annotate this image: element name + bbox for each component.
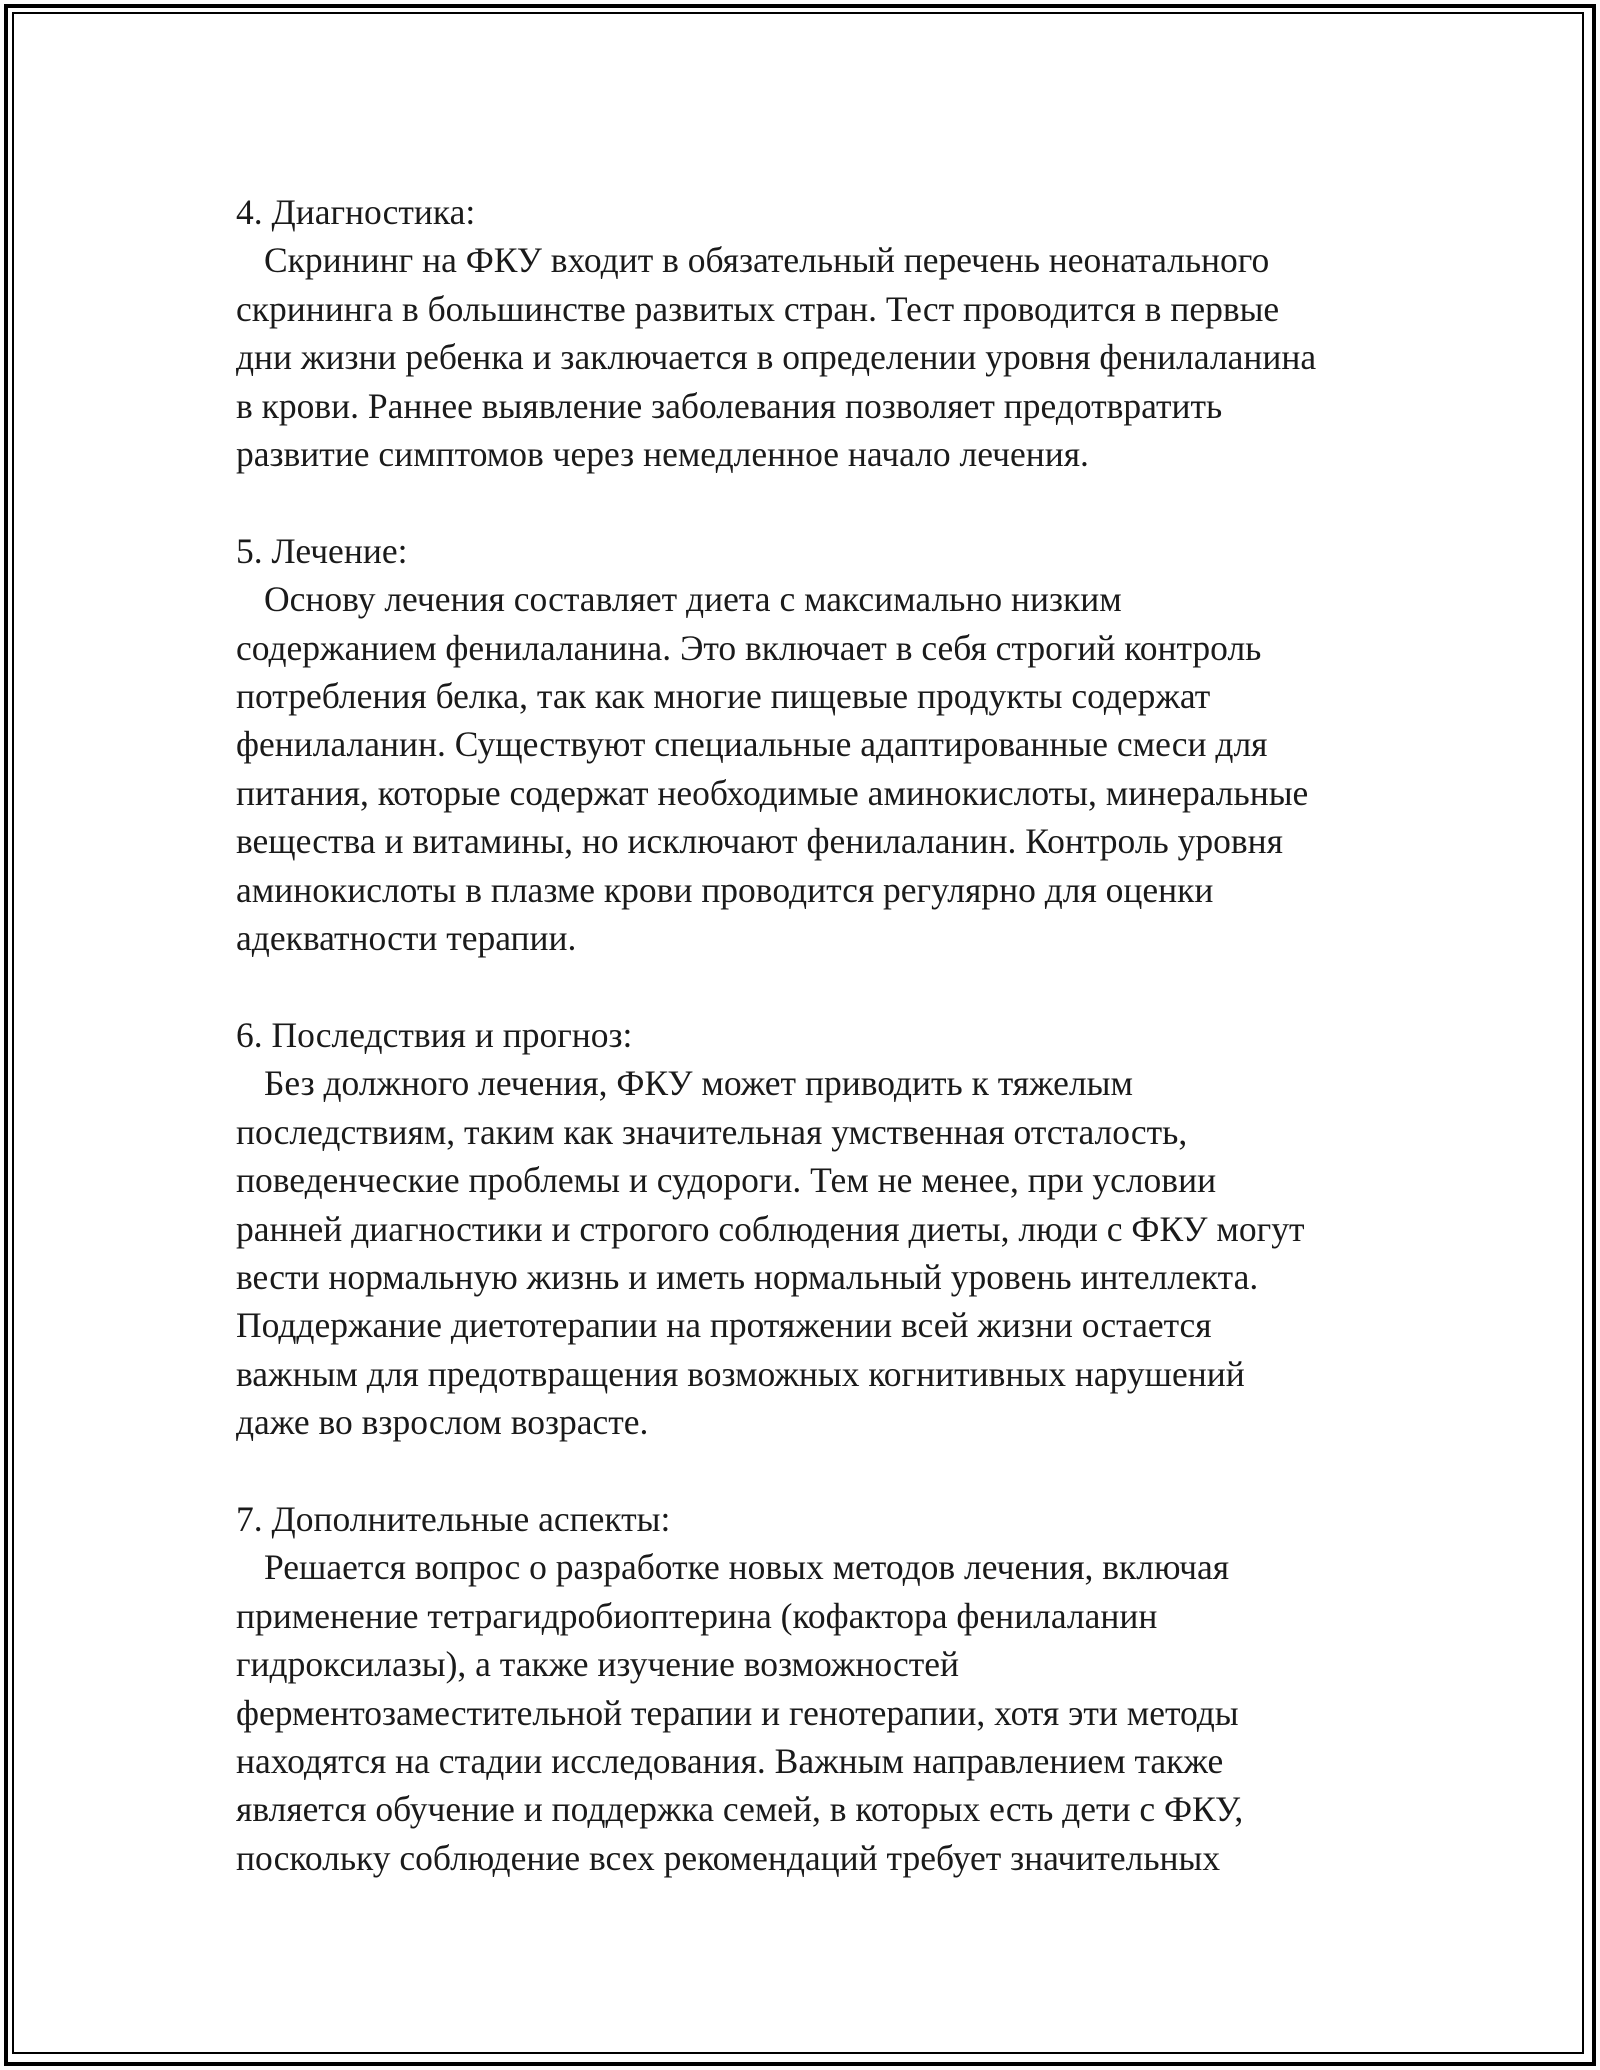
- paragraph-line: ранней диагностики и строгого соблюдения диеты, люди с ФКУ могут: [236, 1208, 1305, 1249]
- paragraph-line: Основу лечения составляет диета с максимально низким: [264, 579, 1122, 620]
- section-treatment: [236, 527, 1386, 963]
- section-title: 5. Лечение:: [236, 530, 408, 571]
- paragraph-line: Поддержание диетотерапии на протяжении всей жизни остается: [236, 1305, 1212, 1346]
- document-body: [236, 188, 1386, 1931]
- paragraph-line: аминокислоты в плазме крови проводится регулярно для оценки: [236, 869, 1214, 910]
- paragraph-line: вещества и витамины, но исключают фенилаланин. Контроль уровня: [236, 821, 1283, 862]
- paragraph-line: питания, которые содержат необходимые аминокислоты, минеральные: [236, 772, 1309, 813]
- paragraph-line: Без должного лечения, ФКУ может приводить к тяжелым: [264, 1063, 1133, 1104]
- paragraph-line: последствиям, таким как значительная умственная отсталость,: [236, 1111, 1188, 1152]
- paragraph-line: вести нормальную жизнь и иметь нормальный уровень интеллекта.: [236, 1256, 1259, 1297]
- paragraph-line: находятся на стадии исследования. Важным направлением также: [236, 1740, 1224, 1781]
- paragraph-line: скрининга в большинстве развитых стран. Тест проводится в первые: [236, 288, 1280, 329]
- section-diagnostics: [236, 188, 1386, 478]
- section-title: 6. Последствия и прогноз:: [236, 1014, 633, 1055]
- paragraph-line: адекватности терапии.: [236, 918, 577, 959]
- section-paragraph: [236, 1543, 1386, 1882]
- paragraph-line: в крови. Раннее выявление заболевания позволяет предотвратить: [236, 385, 1223, 426]
- paragraph-line: Скрининг на ФКУ входит в обязательный перечень неонатального: [264, 240, 1270, 281]
- section-title: 4. Диагностика:: [236, 192, 476, 232]
- paragraph-line: Решается вопрос о разработке новых методов лечения, включая: [264, 1547, 1230, 1588]
- section-title: 7. Дополнительные аспекты:: [236, 1498, 671, 1539]
- section-paragraph: [236, 236, 1386, 478]
- section-paragraph: [236, 1059, 1386, 1446]
- paragraph-line: гидроксилазы), а также изучение возможностей: [236, 1644, 960, 1685]
- paragraph-line: потребления белка, так как многие пищевые продукты содержат: [236, 676, 1211, 717]
- paragraph-line: даже во взрослом возрасте.: [236, 1402, 649, 1443]
- section-paragraph: [236, 575, 1386, 962]
- paragraph-line: фенилаланин. Существуют специальные адаптированные смеси для: [236, 724, 1268, 765]
- paragraph-line: является обучение и поддержка семей, в которых есть дети с ФКУ,: [236, 1789, 1244, 1830]
- section-additional-aspects: [236, 1495, 1386, 1882]
- paragraph-line: содержанием фенилаланина. Это включает в себя строгий контроль: [236, 627, 1262, 668]
- paragraph-line: развитие симптомов через немедленное начало лечения.: [236, 434, 1089, 475]
- paragraph-line: дни жизни ребенка и заключается в определении уровня фенилаланина: [236, 337, 1317, 378]
- paragraph-line: важным для предотвращения возможных когнитивных нарушений: [236, 1353, 1245, 1394]
- paragraph-line: поскольку соблюдение всех рекомендаций требует значительных: [236, 1837, 1221, 1878]
- section-consequences: [236, 1011, 1386, 1447]
- paragraph-line: поведенческие проблемы и судороги. Тем не менее, при условии: [236, 1160, 1217, 1201]
- paragraph-line: ферментозаместительной терапии и генотерапии, хотя эти методы: [236, 1692, 1239, 1733]
- paragraph-line: применение тетрагидробиоптерина (кофактора фенилаланин: [236, 1595, 1158, 1636]
